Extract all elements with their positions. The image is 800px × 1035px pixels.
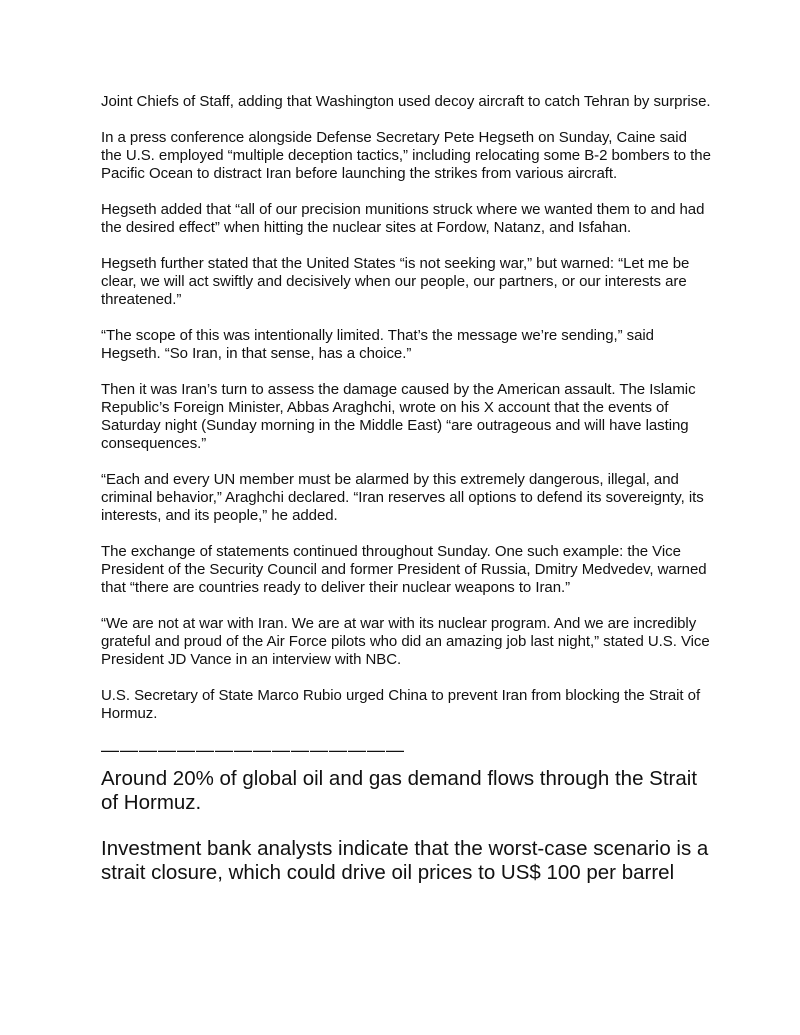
paragraph-press-conference: In a press conference alongside Defense Secretary Pete Hegseth on Sunday, Caine said the U.S. employed “multiple deception tactics,” including relocating some B-2 bombers to the Pacific Ocean to distract Iran before launching the strikes from various aircraft.	[101, 129, 711, 182]
document-page	[101, 93, 711, 907]
paragraph-medvedev-statement: The exchange of statements continued throughout Sunday. One such example: the Vice President of the Security Council and former President of Russia, Dmitry Medvedev, warned that “there are countries ready to deliver their nuclear weapons to Iran.”	[101, 543, 707, 596]
paragraph-decoy-aircraft: Joint Chiefs of Staff, adding that Washington used decoy aircraft to catch Tehran by surprise.	[101, 93, 711, 110]
paragraph-precision-munitions: Hegseth added that “all of our precision munitions struck where we wanted them to and had the desired effect” when hitting the nuclear sites at Fordow, Natanz, and Isfahan.	[101, 201, 705, 236]
highlight-oil-price-scenario: Investment bank analysts indicate that the worst-case scenario is a strait closure, which could drive oil prices to US$ 100 per barrel	[101, 837, 709, 884]
paragraph-un-member-alarm: “Each and every UN member must be alarmed by this extremely dangerous, illegal, and criminal behavior,” Araghchi declared. “Iran reserves all options to defend its sovereignty, its interests, and its people,” he added.	[101, 471, 704, 524]
paragraph-rubio-statement: U.S. Secretary of State Marco Rubio urged China to prevent Iran from blocking the Strait of Hormuz.	[101, 687, 701, 722]
paragraph-not-seeking-war: Hegseth further stated that the United States “is not seeking war,” but warned: “Let me be clear, we will act swiftly and decisively when our people, our partners, or our interests are threatened.”	[101, 255, 690, 308]
paragraph-vance-statement: “We are not at war with Iran. We are at war with its nuclear program. And we are incredibly grateful and proud of the Air Force pilots who did an amazing job last night,” stated U.S. Vice President JD Vance in an interview with NBC.	[101, 615, 710, 668]
paragraph-scope-limited: “The scope of this was intentionally limited. That’s the message we’re sending,” said Hegseth. “So Iran, in that sense, has a choice.”	[101, 327, 654, 362]
section-separator: ————————————————	[101, 740, 405, 760]
paragraph-iran-assessment: Then it was Iran’s turn to assess the damage caused by the American assault. The Islamic Republic’s Foreign Minister, Abbas Araghchi, wrote on his X account that the events of Saturday night (Sunday morning in the Middle East) “are outrageous and will have lasting consequences.”	[101, 381, 696, 452]
highlight-strait-demand: Around 20% of global oil and gas demand flows through the Strait of Hormuz.	[101, 767, 698, 814]
